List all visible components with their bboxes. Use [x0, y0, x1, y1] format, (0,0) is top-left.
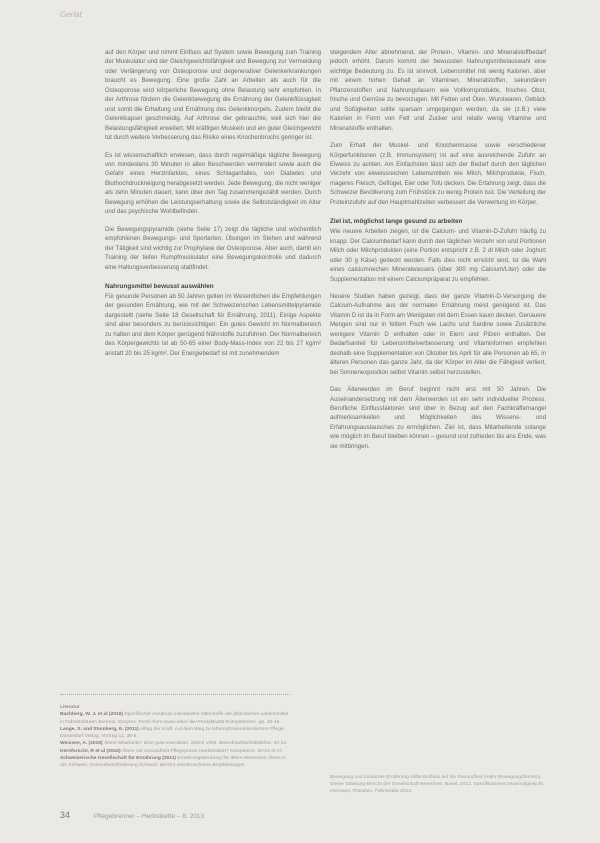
- image-caption: Bewegung und moderate Ernährung sollte Einfluss auf die Gesundheit (mehr Bewegungsformen). Dieser Stärkung-Bericht der Gesellschaft-Bereichen, Basel, 2012. Spezifikationen Maximalgewicht, Hermann, Potsdam. Fahrstraße 2013.: [330, 775, 545, 795]
- reference-item: [60, 726, 290, 741]
- right-column: [330, 48, 546, 459]
- references-title: Literatur: [60, 705, 80, 710]
- references: [60, 704, 290, 770]
- section-tag: Geriat: [60, 10, 82, 19]
- paragraph: Zum Erhalt der Muskel- und Knochenmasse sowie verschiedener Körperfunktionen (z.B. Immunsystem) ist auf eine ausreichende Zufuhr an Eiweiss zu achten. Am Einfachsten lässt sich der Bedarf durch den täglichen Verzehr von eiweissreichen Lebensmitteln wie Milch, Milchprodukte, Fisch, mageres Fleisch, Geflügel, Eier oder Tofu decken. Die Erfahrung zeigt, dass die Schweizer Bevölkerung zum Frühstück zu wenig Protein isst. Die Verteilung der Proteinzufuhr auf den Hauptmahlzeiten verbessert die Verwertung im Körper.: [330, 142, 546, 206]
- references-divider: [60, 694, 290, 695]
- reference-item: [60, 748, 290, 755]
- publication-info: Pflegebrenner – Herbstkette – 8. 2013: [93, 813, 205, 820]
- paragraph: Die Bewegungspyramide (siehe Seite 17) zeigt die tägliche und wöchentlich empfohlenen Bewegungs- und Sportarten. Übungen im Stehen und während der Tätigkeit sind wichtig zur Prophylaxe der Osteoporose. Aber auch, damit ein Training der tiefen Rumpfmuskulatur eine Bewegungskontrolle und dadurch eine Haltungsverbesserung stattfindet.: [105, 225, 321, 271]
- paragraph: Es ist wissenschaftlich erwiesen, dass durch regelmäßige tägliche Bewegung von mindestens 30 Minuten in allen Beschwerden vermindert sowie auch die Gefahr eines Herzinfarktes, eines Schlaganfalles, von Diabetes und Bluthochdruckneigung herabgesetzt werden. Jede Bewegung, die nicht weniger als zehn Minuten dauert, kann über den Tag zusammengezählt werden. Durch Bewegung erhöhen die Leistungserhaltung sowie die Selbstständigkeit im Alter und das psychische Wohlbefinden.: [105, 151, 321, 216]
- reference-item: [60, 711, 290, 726]
- reference-text: Ältere Mitarbeiter: Eine gute Investition. Zürich VSM. Betriebswirtschaftslehre, 20-21.: [104, 741, 288, 747]
- reference-author: Schweizerische Gesellschaft für Ernährung (2011): [60, 756, 177, 762]
- reference-author: Weissen, A. (2015): [60, 741, 103, 747]
- reference-author: Lange, S. und Stumberg, E. (2011): [60, 726, 139, 732]
- reference-author: Kernforscht, R et al (2016): [60, 748, 121, 754]
- reference-text: Spezifischer Ausdruck individueller Nährstoffe der pflanzlichen Lebensmittel in Fahrstrukturen Brenner, Enzyme. Fresh from www.ueber-die-Produktivität Kompetenzen. pp. 40-45.: [60, 712, 289, 725]
- reference-text: Ernährungsberatung für ältere Menschen Ältere in der Schweiz. Gesundheitsförderung Schweiz. Bericht und Broschüren-Empfehlungen.: [60, 756, 286, 769]
- reference-item: [60, 740, 290, 747]
- reference-text: Alltag der Kraft: Auf dem Weg zu lebensphasenorientiertem Pflege. Düsseldorf Verlag. Vortrag 12, 38-5.: [60, 726, 285, 740]
- section-heading: Ziel ist, möglichst lange gesund zu arbeiten: [330, 218, 463, 226]
- left-column: [105, 48, 321, 366]
- page-number: 34: [60, 810, 71, 820]
- paragraph: steigendem Alter abnehmend, der Protein-, Vitamin- und Mineralstoffbedarf jedoch erhöht. Darum kommt der bewussten Nahrungsmittelauswahl eine wichtige Bedeutung zu. Es ist sinnvoll, Lebensmittel mit wenig Kalorien, aber mit einem hohen Gehalt an Vitaminen, Mineralstoffen, sekundären Pflanzenstoffen und Nahrungsfasern wie Vollkornprodukte, frisches Obst, frische und Gemüse zu bevorzugen. Mit Fetten und Ölen, Wurstwaren, Gebäck und Süßigkeiten sollte sparsam umgegangen werden, da sie (z.B.) viele Kalorien in Form von Fett und Zucker und relativ wenig Vitamine und Mineralstoffe enthalten.: [330, 49, 546, 132]
- page-footer: [60, 810, 204, 820]
- paragraph: auf den Körper und nimmt Einfluss auf System sowie Bewegung zum Training der Muskulatur und der Gleichgewichtsfähigkeit und Bewegung zur Vermeidung oder Verlängerung von Osteoporose und degenerativer Gelenkerkrankungen braucht es Bewegung. Eine große Zahl an Arbeiten als auch für die Osteoporose wird körperliche Bewegung ohne Belastung sehr empfohlen. In der Arthrose fördern die Gelenkbewegung die Ernährung der Gelenkflüssigkeit und somit die Erhaltung und Ernährung des Gelenkknorpels. Zudem bleibt die Gelenkkapsel geschmeidig. Auf Arthrose der gebrauchte, weil sich hier die Belastungsfähigkeit erweitert. Mit kräftigen Muskeln und ein guter Gleichgewicht tut durch weitere Verbesserung das Risiko eines Knochenbruchs geringer ist.: [105, 49, 321, 142]
- paragraph: Für gesunde Personen ab 50 Jahren gelten im Wesentlichen die Empfehlungen der gesunden Ernährung, wie mit der Schweizerischen Lebensmittelpyramide dargestellt (siehe Seite 18 Gesellschaft für Ernährung, 2011). Einige Aspekte sind aber besonders zu berücksichtigen: Ein gutes Gewicht im Normalbereich zu halten und dem Körper genügend Nährstoffe zuzuführen. Der Normalbereich des Körpergewichts ist ab 50-65 einer Body-Mass-Index von 22 bis 27 kg/m² anstatt 20 bis 25 kg/m². Der Energiebedarf ist mit zunehmendem: [105, 292, 321, 357]
- section-heading: Nahrungsmittel bewusst auswählen: [105, 282, 214, 290]
- paragraph: Neuere Studien haben gezeigt, dass der ganze Vitamin-D-Versorgung die Calcium-Aufnahme aus der normalen Ernährung meist genügend ist. Das Vitamin D ist da in Form am Wenigsten mit dem Essen kaum decken. Genauere Mengen sind nur in fettem Fisch wie Lachs und Sardine sowie Zusätzliche wenigere Vitamin D enthalten oder in Eiern und Pilzen enthalten. Der Bedarfsanteil für Lebensmittelverbesserung und Vitaminformen empfehlen deshalb eine Supplementation von Oktober bis April für alle Personen ab 65, in älteren Personen das ganze Jahr, da der Körper im Alter die Fähigkeit verliert, bei Sonnenexposition selbst Vitamin selbst herzustellen.: [330, 292, 546, 376]
- paragraph: Das Älterwerden im Beruf beginnt nicht erst mit 50 Jahren. Die Auseinandersetzung mit dem Älterwerden ist ein sehr individueller Prozess. Berufliche Einflussfaktoren sind über in Bezug auf den Fachkräftemangel aufmerksamkeiten und Möglichkeiten des Wissens- und Erfahrungsaustausches zu ermöglichen. Ziel ist, dass Mitarbeitende solange wie möglich im Beruf bleiben können – gesund und zufrieden bis ans Ende, was sie mitbringen.: [330, 386, 546, 450]
- reference-text: Ältere mit Gesundheit Pflegepraxis Handelsblatt? Kompetenz, 20-24 et 47.: [121, 748, 284, 754]
- reference-item: [60, 755, 290, 770]
- paragraph: Wie neuere Arbeiten zeigen, ist die Calcium- und Vitamin-D-Zufuhr häufig zu knapp. Der Calciumbedarf kann durch den täglichen Verzehr von und Portionen Milch oder Milchprodukten (eine Portion entspricht z.B. 2 dl Milch oder Joghurt oder 30 g Käse) gedeckt werden. Falls dies nicht erreicht wird, ist die Wahl eines calciumreichen Mineralwassers (über 300 mg Calcium/Liter) oder die Supplementation mit einem Calciumpräparat zu empfehlen.: [330, 228, 546, 283]
- reference-author: Bachberg, W. J. et al (2016): [60, 712, 124, 718]
